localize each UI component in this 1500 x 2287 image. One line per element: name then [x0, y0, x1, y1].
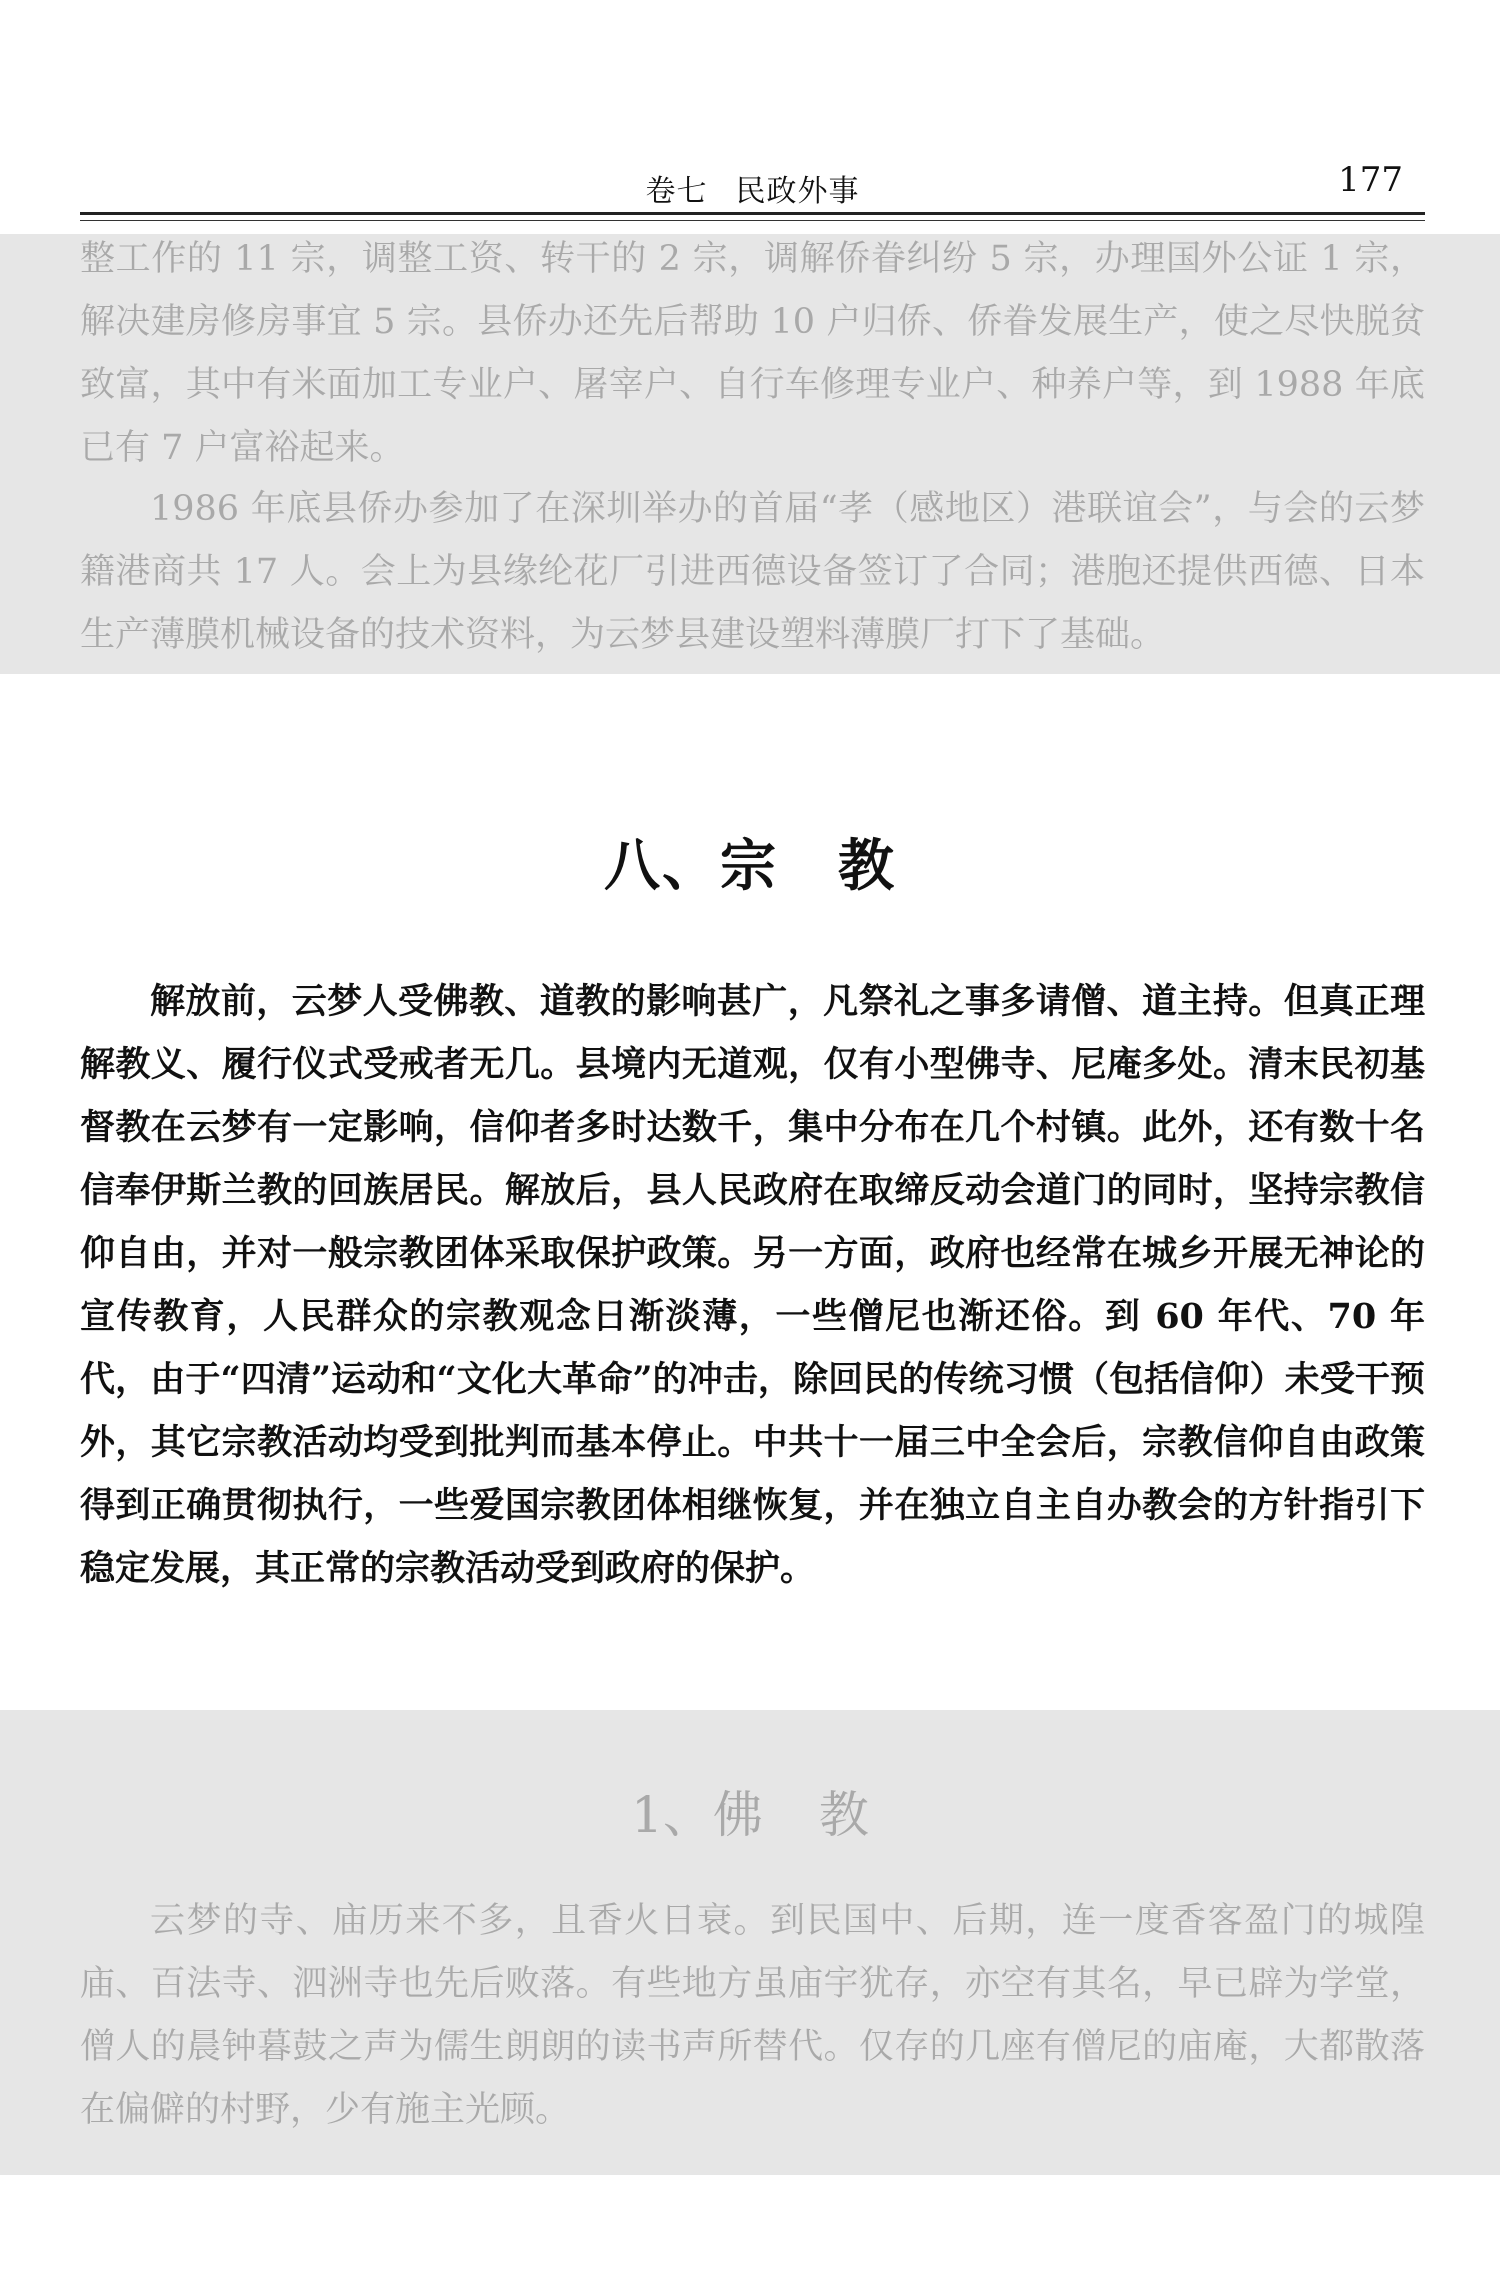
subsection-body-paragraph: 云梦的寺、庙历来不多，且香火日衰。到民国中、后期，连一度香客盈门的城隍庙、百法寺、泗洲寺也先后败落。有些地方虽庙宇犹存，亦空有其名，早已辟为学堂，僧人的晨钟暮鼓之声为儒生朗朗的读书声所替代。仅存的几座有僧尼的庙庵，大都散落在偏僻的村野，少有施主光顾。: [80, 1901, 1425, 2130]
section-body-paragraph: 解放前，云梦人受佛教、道教的影响甚广，凡祭礼之事多请僧、道主持。但真正理解教义、履行仪式受戒者无几。县境内无道观，仅有小型佛寺、尼庵多处。清末民初基督教在云梦有一定影响，信仰者多时达数千，集中分布在几个村镇。此外，还有数十名信奉伊斯兰教的回族居民。解放后，县人民政府在取缔反动会道门的同时，坚持宗教信仰自由，并对一般宗教团体采取保护政策。另一方面，政府也经常在城乡开展无神论的宣传教育，人民群众的宗教观念日渐淡薄，一些僧尼也渐还俗。到 60 年代、70 年代，由于“四清”运动和“文化大革命”的冲击，除回民的传统习惯（包括信仰）未受干预外，其它宗教活动均受到批判而基本停止。中共十一届三中全会后，宗教信仰自由政策得到正确贯彻执行，一些爱国宗教团体相继恢复，并在独立自主自办教会的方针指引下稳定发展，其正常的宗教活动受到政府的保护。: [80, 981, 1425, 1589]
subsection-number: 1、: [631, 1786, 713, 1844]
section-number: 八、: [604, 834, 720, 899]
faded-paragraph-2: 1986 年底县侨办参加了在深圳举办的首届“孝（感地区）港联谊会”，与会的云梦籍港商共 17 人。会上为县缘纶花厂引进西德设备签订了合同；港胞还提供西德、日本生产薄膜机械设备的技术资料，为云梦县建设塑料薄膜厂打下了基础。: [80, 489, 1425, 655]
page-number: 177: [1338, 160, 1403, 200]
header-title: [80, 166, 1425, 210]
faded-paragraph-1: 整工作的 11 宗，调整工资、转干的 2 宗，调解侨眷纠纷 5 宗，办理国外公证 1 宗，解决建房修房事宜 5 宗。县侨办还先后帮助 10 户归侨、侨眷发展生产，使之尽快脱贫致富，其中有米面加工专业户、屠宰户、自行车修理专业户、种养户等，到 1988 年底已有 7 户富裕起来。: [80, 239, 1425, 468]
section-name-2: 教: [838, 834, 896, 899]
subsection-title: [0, 1775, 1500, 1847]
section-name-1: 宗: [720, 834, 778, 899]
subsection-name-2: 教: [818, 1786, 869, 1844]
running-header: [80, 148, 1425, 209]
header-chapter: 卷七: [645, 174, 708, 209]
header-section: 民政外事: [735, 174, 860, 209]
header-rule-thin: [80, 220, 1425, 221]
section-title: [0, 822, 1500, 902]
subsection-name-1: 佛: [712, 1786, 763, 1844]
header-rule-thick: [80, 212, 1425, 215]
